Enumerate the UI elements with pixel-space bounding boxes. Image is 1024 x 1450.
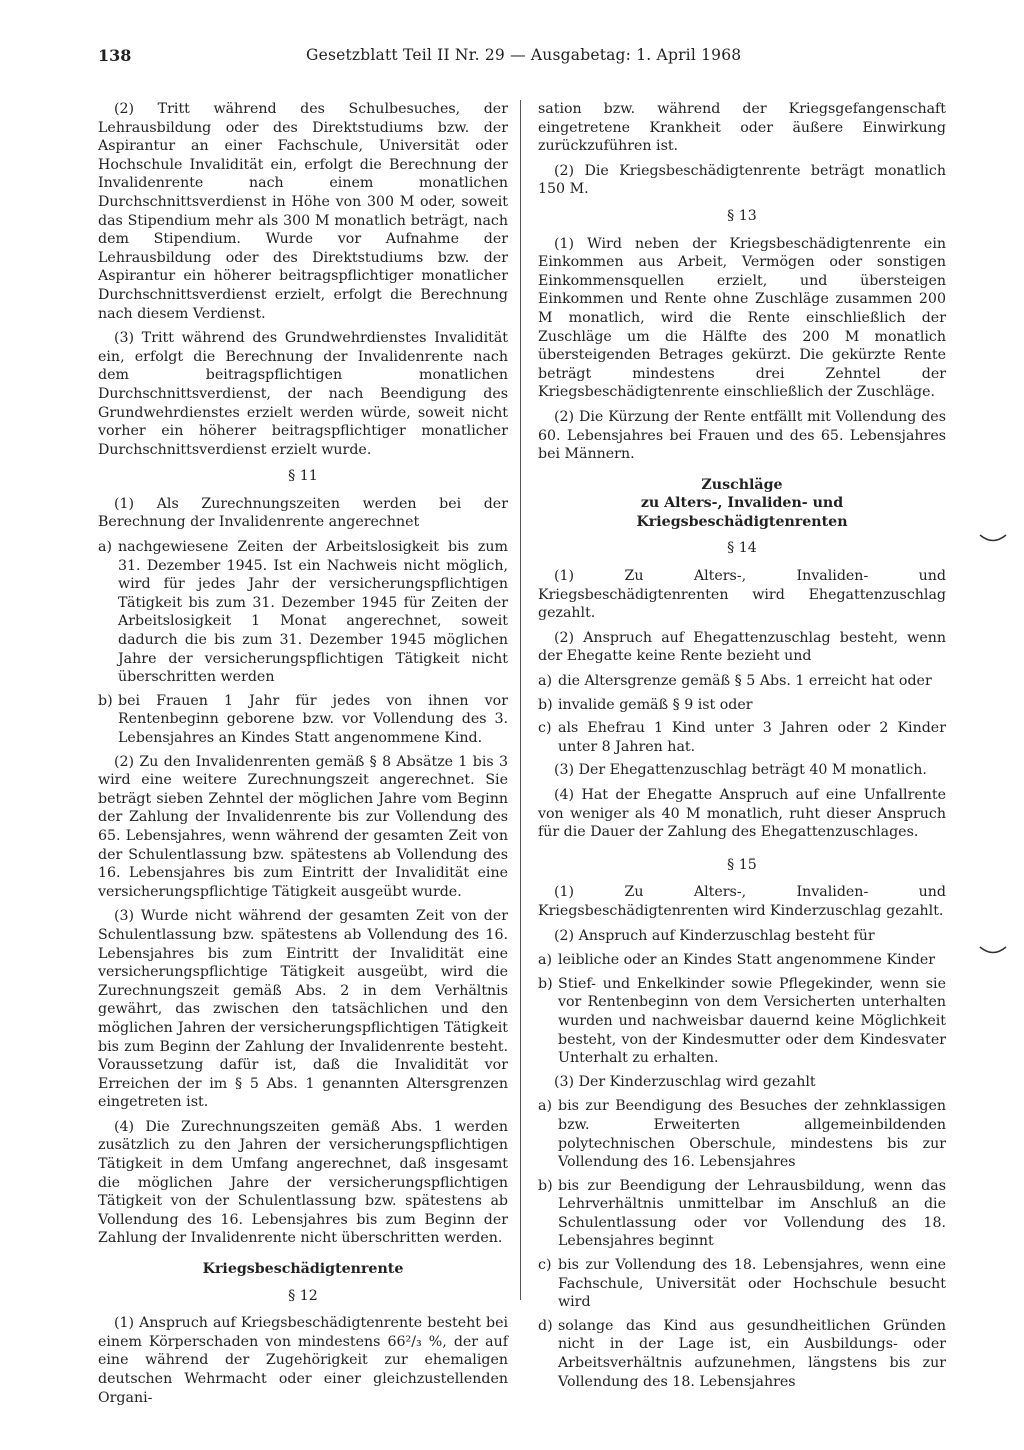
list-marker: c) [538,720,552,737]
paragraph: (1) Anspruch auf Kriegsbeschädigtenrente besteht bei einem Körperschaden von mindestens 66²/₃ %, der auf eine während der Zugehörigkeit zur ehemaligen deutschen Wehrmacht oder einer gleichzustellenden Organi- [98,1315,508,1406]
section-heading-subtitle: zu Alters-, Invaliden- und Kriegsbeschädigtenrenten [636,495,848,530]
list-item [538,1317,946,1391]
list-item-text: leibliche oder an Kindes Statt angenommene Kinder [558,952,936,969]
paragraph: (3) Tritt während des Grundwehrdienstes Invalidität ein, erfolgt die Berechnung der Invalidenrente nach dem beitragspflichtigen monatlichen Durchschnittsverdienst, der nach Beendigung des Grundwehrdienstes erzielt werden würde, soweit nicht vorher ein höherer beitragspflichtiger monatlicher Durchschnittsverdienst erzielt wurde. [98,330,508,458]
paragraph: (4) Die Zurechnungszeiten gemäß Abs. 1 werden zusätzlich zu den Jahren der versicherungspflichtigen Tätigkeit in dem Umfang angerechnet, daß insgesamt die möglichen Jahre der versicherungspflichtigen Tätigkeit von der Schulentlassung bzw. spätestens ab Vollendung des 16. Lebensjahres bis zum Beginn der Zahlung der Invalidenrente nicht überschritten werden. [98,1118,508,1247]
margin-mark-icon [978,944,1008,956]
section-heading: Kriegsbeschädigtenrente [202,1261,404,1278]
list-marker: a) [538,1098,552,1115]
list-item [98,692,508,748]
section-number: § 13 [727,207,757,224]
running-head: Gesetzblatt Teil II Nr. 29 — Ausgabetag: 1. April 1968 [306,46,742,64]
paragraph: (1) Zu Alters-, Invaliden- und Kriegsbeschädigtenrenten wird Kinderzuschlag gezahlt. [538,884,946,919]
paragraph: (4) Hat der Ehegatte Anspruch auf eine Unfallrente von weniger als 40 M monatlich, ruht dieser Anspruch für die Dauer der Zahlung des Ehegattenzuschlages. [538,787,946,841]
list-item [538,1097,946,1171]
list-item-text: bei Frauen 1 Jahr für jedes von ihnen vor Rentenbeginn geborene bzw. vor Vollendung des 3. Lebensjahres an Kindes Statt angenommene Kind. [118,692,508,746]
section-number: § 14 [727,540,757,557]
paragraph: (3) Der Kinderzuschlag wird gezahlt [554,1073,816,1090]
paragraph: (2) Die Kürzung der Rente entfällt mit Vollendung des 60. Lebensjahres bei Frauen und des 65. Lebensjahres bei Männern. [538,408,946,463]
list-marker: a) [538,952,552,969]
list-item-text: solange das Kind aus gesundheitlichen Gründen nicht in der Lage ist, ein Ausbildungs- oder Arbeitsverhältnis aufzunehmen, längstens bis zur Vollendung des 18. Lebensjahres [558,1317,946,1390]
list-marker: a) [98,539,112,556]
list-item-text: bis zur Beendigung der Lehrausbildung, wenn das Lehrverhältnis unmittelbar im Anschluß an die Schulentlassung oder vor Vollendung des 18. Lebensjahres beginnt [558,1177,946,1250]
column-divider [520,100,521,1300]
paragraph: (2) Anspruch auf Kinderzuschlag besteht für [554,927,875,944]
paragraph: (2) Zu den Invalidenrenten gemäß § 8 Absätze 1 bis 3 wird eine weitere Zurechnungszeit angerechnet. Sie beträgt sieben Zehntel der möglichen Jahre vom Beginn der Zahlung der Invalidenrente bis zur Vollendung des 65. Lebensjahres, wenn während der gesamten Zeit von der Schulentlassung bzw. spätestens ab Vollendung des 16. Lebensjahres bis zum Eintritt der Invalidität eine versicherungspflichtige Tätigkeit ausgeübt wurde. [98,753,508,900]
paragraph: (2) Anspruch auf Ehegattenzuschlag besteht, wenn der Ehegatte keine Rente bezieht und [538,629,946,665]
margin-mark-icon [978,532,1008,544]
section-number: § 15 [727,856,757,873]
page-header [98,44,940,72]
list-marker: b) [538,975,553,992]
list-item-text: bis zur Beendigung des Besuches der zehnklassigen bzw. Erweiterten allgemeinbildenden polytechnischen Oberschule, mindestens bis zur Vollendung des 16. Lebensjahres [558,1098,946,1171]
list-item-text: als Ehefrau 1 Kind unter 3 Jahren oder 2 Kinder unter 8 Jahren hat. [558,720,946,755]
list-marker: a) [538,673,552,690]
section-heading: Zuschläge [701,476,783,493]
list-item [538,696,946,715]
list-marker: b) [538,696,553,713]
paragraph: (2) Tritt während des Schulbesuches, der Lehrausbildung oder des Direktstudiums bzw. der Aspirantur an einer Fachschule, Universität oder Hochschule Invalidität ein, erfolgt die Berechnung der Invalidenrente nach einem monatlichen Durchschnittsverdienst in Höhe von 300 M oder, soweit das Stipendium mehr als 300 M monatlich beträgt, nach dem Stipendium. Wurde vor Aufnahme der Lehrausbildung oder des Direktstudiums bzw. der Aspirantur ein höherer beitragspflichtiger monatlicher Durchschnittsverdienst erzielt, erfolgt die Berechnung nach diesem Verdienst. [98,101,508,322]
list-item [98,538,508,687]
list-marker: b) [538,1177,553,1194]
paragraph: (3) Wurde nicht während der gesamten Zeit von der Schulentlassung bzw. spätestens ab Vollendung des 16. Lebensjahres bis zum Eintritt der Invalidität eine versicherungspflichtige Tätigkeit ausgeübt, wird die Zurechnungszeit gemäß Abs. 2 in dem Verhältnis gewährt, das zwischen den tatsächlichen und den möglichen Jahren der versicherungspflichtigen Tätigkeit bis zum Beginn der Zahlung der Invalidenrente besteht. Voraussetzung dafür ist, daß die Invalidität vor Erreichen der im § 5 Abs. 1 genannten Altersgrenzen eingetreten ist. [98,908,508,1111]
list-item-text: Stief- und Enkelkinder sowie Pflegekinder, wenn sie vor Rentenbeginn von dem Versicherten unterhalten wurden und nachweisbar dauernd keine Möglichkeit besteht, von der Kindesmutter oder dem Kindesvater Unterhalt zu erhalten. [558,975,946,1067]
right-column [538,100,946,1396]
list-item [538,1177,946,1251]
list-item [538,1256,946,1312]
list-marker: b) [98,692,113,709]
list-item [538,951,946,970]
list-item-text: invalide gemäß § 9 ist oder [558,696,753,713]
page-number: 138 [98,46,132,65]
list-item-text: nachgewiesene Zeiten der Arbeitslosigkeit bis zum 31. Dezember 1945. Ist ein Nachweis nicht möglich, wird für jedes Jahr der versicherungspflichtigen Tätigkeit bis zum 31. Dezember 1945 für Zeiten der Arbeitslosigkeit 1 Monat angerechnet, soweit dadurch die bis zum 31. Dezember 1945 möglichen Jahre der versicherungspflichtigen Tätigkeit nicht überschritten werden [118,539,508,686]
list-item [538,975,946,1068]
paragraph: (1) Als Zurechnungszeiten werden bei der Berechnung der Invalidenrente angerechnet [98,495,508,531]
paragraph: (1) Zu Alters-, Invaliden- und Kriegsbeschädigtenrenten wird Ehegattenzuschlag gezahlt. [538,568,946,622]
paragraph: (1) Wird neben der Kriegsbeschädigtenrente ein Einkommen aus Arbeit, Vermögen oder sonstigen Einkommensquellen erzielt, und übersteigen Einkommen und Rente ohne Zuschläge zusammen 200 M monatlich, wird die Rente einschließlich der Zuschläge um die Hälfte des 200 M monatlich übersteigenden Betrages gekürzt. Die gekürzte Rente beträgt mindestens drei Zehntel der Kriegsbeschädigtenrente einschließlich der Zuschläge. [538,235,946,401]
list-item [538,719,946,756]
list-item [538,672,946,691]
section-number: § 11 [288,468,318,485]
list-marker: c) [538,1257,552,1274]
paragraph: sation bzw. während der Kriegsgefangenschaft eingetretene Krankheit oder äußere Einwirkung zurückzuführen ist. [538,101,946,155]
list-item-text: die Altersgrenze gemäß § 5 Abs. 1 erreicht hat oder [558,673,932,690]
section-number: § 12 [288,1287,318,1304]
paragraph: (3) Der Ehegattenzuschlag beträgt 40 M monatlich. [554,762,927,779]
paragraph: (2) Die Kriegsbeschädigtenrente beträgt monatlich 150 M. [538,162,946,198]
left-column [98,100,508,1413]
list-marker: d) [538,1317,553,1334]
list-item-text: bis zur Vollendung des 18. Lebensjahres, wenn eine Fachschule, Universität oder Hochschule besucht wird [558,1257,946,1311]
